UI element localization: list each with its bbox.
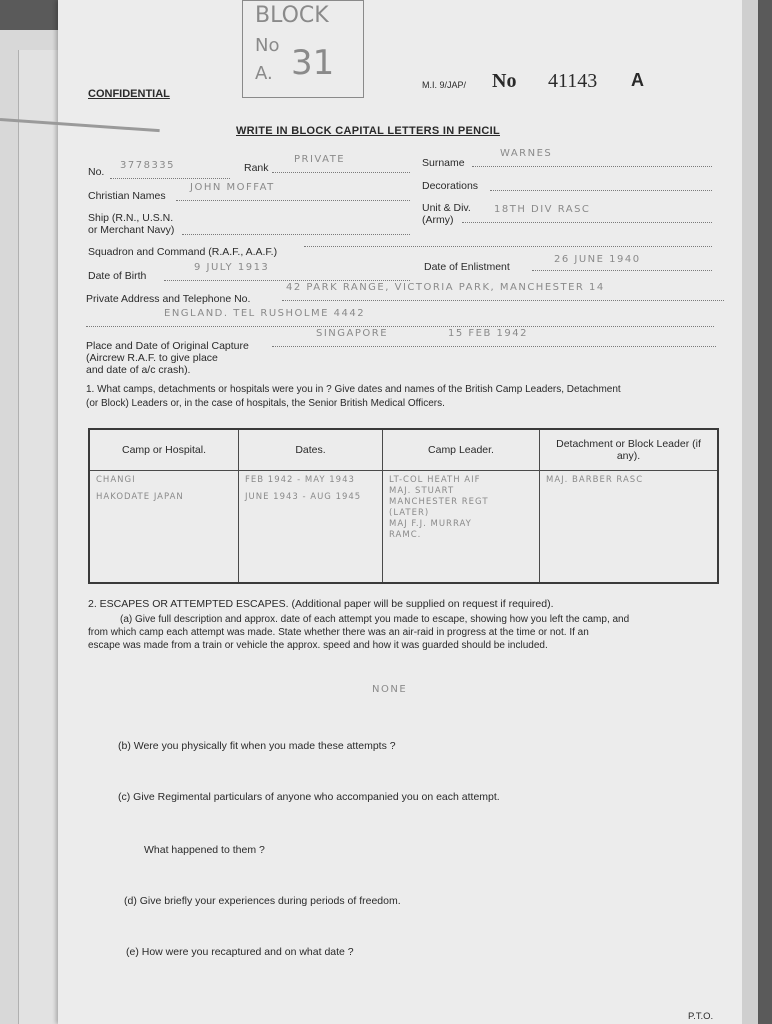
form-ref: M.I. 9/JAP/	[422, 80, 467, 90]
number-label: No	[492, 70, 517, 92]
enlistment-label: Date of Enlistment	[424, 261, 510, 273]
stamp-line-3: A.	[255, 63, 273, 84]
form-sheet	[58, 0, 758, 1024]
ship-label-1: Ship (R.N., U.S.N.	[88, 212, 174, 224]
stamp-line-2: No	[255, 35, 280, 56]
serial-suffix: A	[631, 70, 644, 90]
camps-table	[88, 428, 719, 584]
q2b-text: (b) Were you physically fit when you made these attempts ?	[118, 740, 396, 752]
camp-cell[interactable]	[89, 471, 239, 584]
capture-label-2: (Aircrew R.A.F. to give place	[86, 352, 218, 364]
capture-place[interactable]: SINGAPORE	[316, 328, 389, 339]
classification: CONFIDENTIAL	[88, 88, 170, 100]
q2c-followup: What happened to them ?	[144, 844, 265, 856]
block-stamp	[242, 0, 364, 98]
address-value-1[interactable]: 42 PARK RANGE, VICTORIA PARK, MANCHESTER 14	[286, 282, 605, 293]
unit-label-1: Unit & Div.	[422, 202, 471, 214]
leader-entry: MAJ. STUART	[389, 486, 455, 496]
address-label: Private Address and Telephone No.	[86, 293, 251, 305]
camp-entry: CHANGI	[96, 475, 136, 485]
squadron-label: Squadron and Command (R.A.F., A.A.F.)	[88, 246, 278, 258]
unit-label-2: (Army)	[422, 214, 454, 226]
leader-cell[interactable]	[383, 471, 540, 584]
q2c-text: (c) Give Regimental particulars of anyone who accompanied you on each attempt.	[118, 791, 500, 803]
q1-text-2: (or Block) Leaders or, in the case of hospitals, the Senior British Medical Officers.	[86, 398, 445, 409]
rank-label: Rank	[244, 162, 269, 174]
capture-date[interactable]: 15 FEB 1942	[448, 328, 528, 339]
enlistment-value[interactable]: 26 JUNE 1940	[554, 254, 641, 265]
dates-entry: FEB 1942 - MAY 1943	[245, 475, 355, 485]
surname-value[interactable]: WARNES	[500, 148, 553, 159]
leader-entry: RAMC.	[389, 530, 422, 540]
stamp-number: 31	[291, 43, 335, 83]
camp-entry: HAKODATE JAPAN	[96, 492, 184, 502]
surname-label: Surname	[422, 157, 465, 169]
q2-heading: 2. ESCAPES OR ATTEMPTED ESCAPES. (Additional paper will be supplied on request if required).	[88, 598, 554, 610]
q2a-text-1: (a) Give full description and approx. date of each attempt you made to escape, showing how you left the camp, and	[120, 614, 630, 625]
leader-entry: LT-COL HEATH AIF	[389, 475, 481, 485]
detachment-entry: MAJ. BARBER RASC	[546, 475, 644, 485]
q2e-text: (e) How were you recaptured and on what date ?	[126, 946, 354, 958]
col-camp-leader: Camp Leader.	[383, 429, 540, 471]
q2a-text-3: escape was made from a train or vehicle the approx. speed and how it was guarded should be included.	[88, 640, 548, 651]
q2a-answer[interactable]: NONE	[372, 684, 408, 695]
no-label: No.	[88, 166, 105, 178]
dob-label: Date of Birth	[88, 270, 147, 282]
capture-label-1: Place and Date of Original Capture	[86, 340, 249, 352]
leader-entry: (LATER)	[389, 508, 430, 518]
detachment-cell[interactable]	[540, 471, 719, 584]
capture-label-3: and date of a/c crash).	[86, 364, 191, 376]
serial-number: 41143	[548, 70, 598, 92]
col-dates: Dates.	[239, 429, 383, 471]
address-value-2[interactable]: ENGLAND. TEL RUSHOLME 4442	[164, 308, 366, 319]
unit-value[interactable]: 18TH DIV RASC	[494, 204, 591, 215]
christian-names-label: Christian Names	[88, 190, 166, 202]
dates-entry: JUNE 1943 - AUG 1945	[245, 492, 362, 502]
col-camp: Camp or Hospital.	[89, 429, 239, 471]
q1-text-1: 1. What camps, detachments or hospitals were you in ? Give dates and names of the British Camp Leaders, Detachment	[86, 384, 621, 395]
service-number[interactable]: 3778335	[120, 160, 176, 171]
stamp-line-1: BLOCK	[255, 3, 329, 28]
sheet-edge	[742, 0, 758, 1024]
instruction: WRITE IN BLOCK CAPITAL LETTERS IN PENCIL	[236, 125, 500, 137]
leader-entry: MANCHESTER REGT	[389, 497, 489, 507]
table-row	[89, 471, 718, 584]
pto-label: P.T.O.	[688, 1011, 714, 1022]
ship-label-2: or Merchant Navy)	[88, 224, 175, 236]
camps-table-header	[89, 429, 718, 471]
decorations-label: Decorations	[422, 180, 479, 192]
q2a-text-2: from which camp each attempt was made. State whether there was an air-raid in progress at the time or not. If an	[88, 627, 589, 638]
col-detachment-leader: Detachment or Block Leader (if any).	[540, 429, 719, 471]
rank-value[interactable]: PRIVATE	[294, 154, 346, 165]
dob-value[interactable]: 9 JULY 1913	[194, 262, 270, 273]
dates-cell[interactable]	[239, 471, 383, 584]
q2d-text: (d) Give briefly your experiences during periods of freedom.	[124, 895, 401, 907]
christian-names-value[interactable]: JOHN MOFFAT	[190, 182, 275, 193]
leader-entry: MAJ F.J. MURRAY	[389, 519, 472, 529]
